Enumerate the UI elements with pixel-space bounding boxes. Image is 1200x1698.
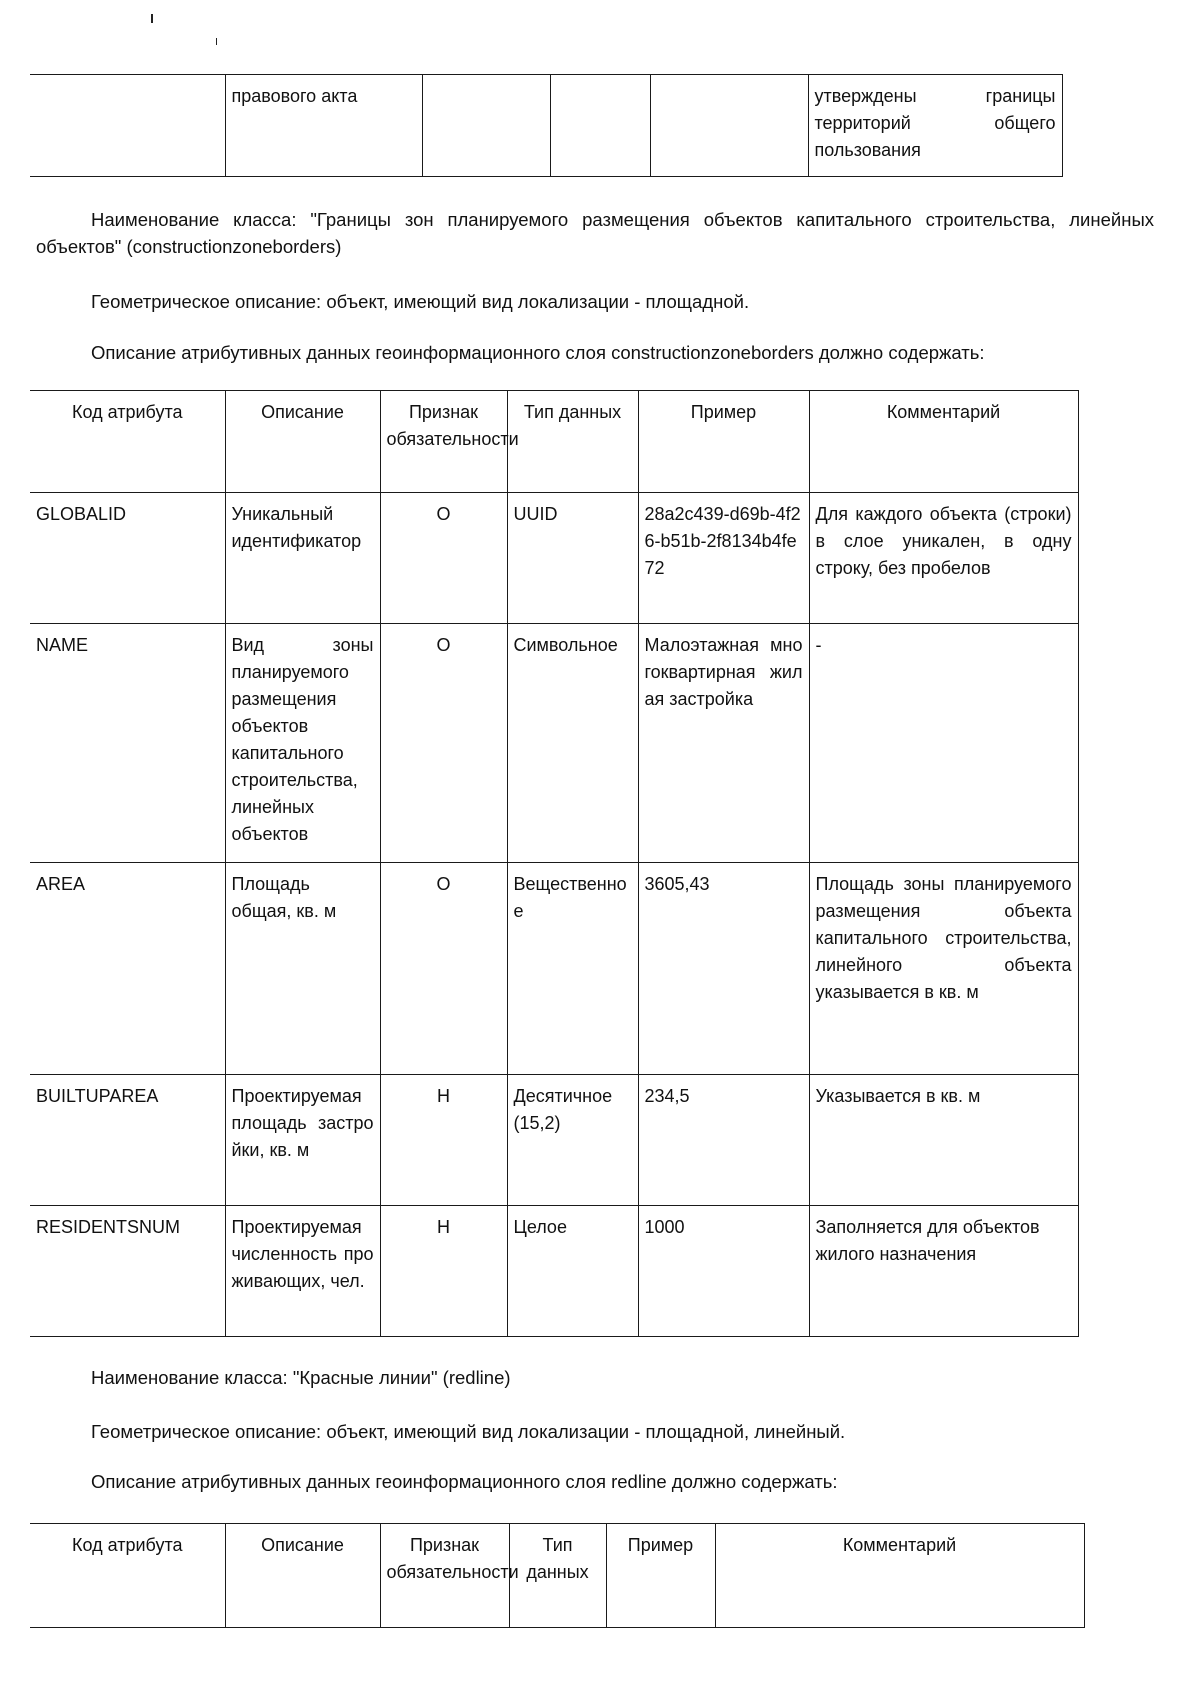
attribute-required: О: [380, 624, 507, 863]
attribute-code: NAME: [30, 624, 225, 863]
column-header: Код атрибута: [30, 1524, 225, 1628]
attributes-intro-paragraph: Описание атрибутивных данных геоинформационного слоя redline должно содержать:: [91, 1471, 838, 1492]
attribute-comment: Площадь зоны планируемого размещения объекта капитального строительства, линейного объекта указывается в кв. м: [809, 863, 1078, 1075]
attributes-table-redline: [30, 1523, 1085, 1628]
column-header: Признак обязательности: [380, 1524, 509, 1628]
attribute-description: Уникальный идентификатор: [225, 493, 380, 624]
column-header: Код атрибута: [30, 391, 225, 493]
table-row: [30, 863, 1078, 1075]
table-cell: [30, 75, 225, 177]
table-header-row: [30, 1524, 1084, 1628]
attributes-table-construction: [30, 390, 1079, 1337]
geometry-paragraph: Геометрическое описание: объект, имеющий вид локализации - площадной.: [91, 291, 750, 312]
table-cell: [422, 75, 550, 177]
column-header: Тип данных: [507, 391, 638, 493]
attributes-intro-paragraph: Описание атрибутивных данных геоинформационного слоя constructionzoneborders должно содержать:: [91, 342, 985, 363]
attribute-code: AREA: [30, 863, 225, 1075]
scan-speck: [151, 14, 153, 23]
table-cell: [650, 75, 808, 177]
scan-speck: [216, 38, 217, 45]
column-header: Комментарий: [715, 1524, 1084, 1628]
attribute-required: Н: [380, 1075, 507, 1206]
attribute-type: Символьное: [507, 624, 638, 863]
column-header: Тип данных: [509, 1524, 606, 1628]
table-row: [30, 75, 1062, 177]
column-header: Пример: [606, 1524, 715, 1628]
class-name-paragraph: Наименование класса: "Границы зон планируемого размещения объектов капитального строительства, линейных объектов" (constructionzoneborders): [36, 209, 1154, 257]
attribute-example: 3605,43: [638, 863, 809, 1075]
table-row: [30, 1075, 1078, 1206]
attribute-code: BUILTUPAREA: [30, 1075, 225, 1206]
attribute-type: Целое: [507, 1206, 638, 1337]
table-row: [30, 493, 1078, 624]
geometry-paragraph: Геометрическое описание: объект, имеющий вид локализации - площадной, линейный.: [91, 1421, 846, 1442]
attribute-example: 28a2c439-d69b-4f26-b51b-2f8134b4fe72: [638, 493, 809, 624]
attribute-description: Вид зоны планируемого размещения объектов капитального строительства, линейных объектов: [225, 624, 380, 863]
attribute-required: Н: [380, 1206, 507, 1337]
table-cell: утверждены границы территорий общего пользования: [808, 75, 1062, 177]
attribute-type: Вещественное: [507, 863, 638, 1075]
table-cell: правового акта: [225, 75, 422, 177]
attribute-required: О: [380, 863, 507, 1075]
column-header: Описание: [225, 391, 380, 493]
attribute-required: О: [380, 493, 507, 624]
attribute-type: Десятичное (15,2): [507, 1075, 638, 1206]
attribute-comment: Заполняется для объектов жилого назначения: [809, 1206, 1078, 1337]
class-name-paragraph: Наименование класса: "Красные линии" (redline): [91, 1367, 511, 1388]
attribute-comment: Указывается в кв. м: [809, 1075, 1078, 1206]
attribute-example: Малоэтажная многоквартирная жилая застройка: [638, 624, 809, 863]
table-cell: [550, 75, 650, 177]
attribute-code: RESIDENTSNUM: [30, 1206, 225, 1337]
column-header: Комментарий: [809, 391, 1078, 493]
attribute-description: Проектируемая площадь застройки, кв. м: [225, 1075, 380, 1206]
attribute-code: GLOBALID: [30, 493, 225, 624]
column-header: Пример: [638, 391, 809, 493]
attribute-comment: Для каждого объекта (строки) в слое уникален, в одну строку, без пробелов: [809, 493, 1078, 624]
attribute-description: Площадь общая, кв. м: [225, 863, 380, 1075]
attribute-type: UUID: [507, 493, 638, 624]
column-header: Описание: [225, 1524, 380, 1628]
table-row: [30, 1206, 1078, 1337]
attribute-comment: -: [809, 624, 1078, 863]
table-header-row: [30, 391, 1078, 493]
attribute-description: Проектируемая численность проживающих, чел.: [225, 1206, 380, 1337]
attribute-example: 234,5: [638, 1075, 809, 1206]
attribute-example: 1000: [638, 1206, 809, 1337]
column-header: Признак обязательности: [380, 391, 507, 493]
table-row: [30, 624, 1078, 863]
top-table-fragment: [30, 74, 1063, 177]
